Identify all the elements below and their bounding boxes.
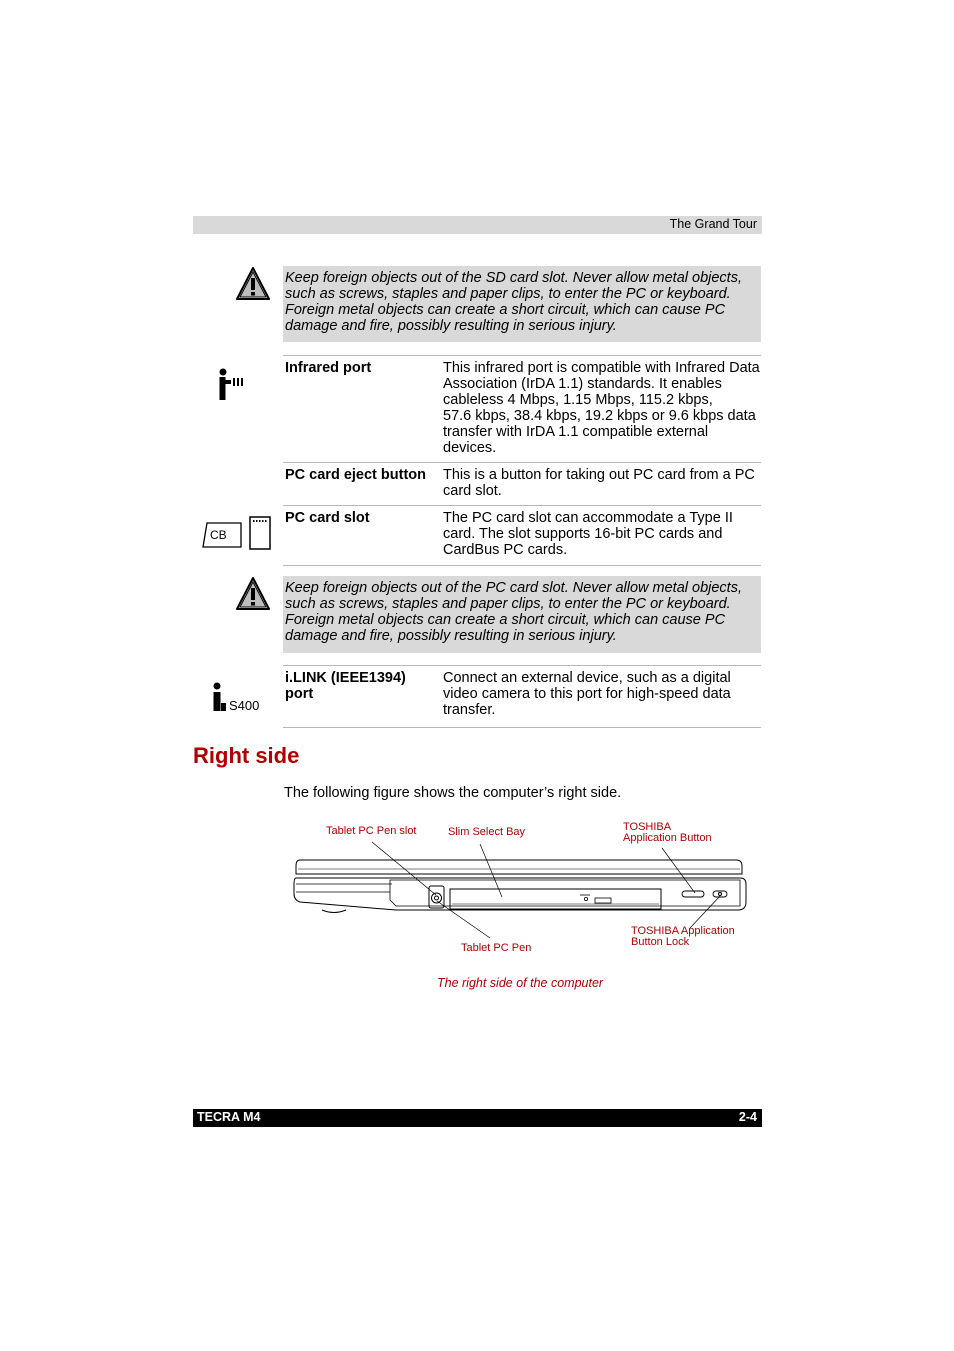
- cardbus-label: CB: [210, 528, 227, 542]
- ilink-speed-label: S400: [229, 698, 260, 713]
- callout-line: Application Button: [623, 832, 712, 844]
- callout-line: TOSHIBA: [623, 821, 672, 833]
- desc-line: transfer.: [443, 702, 496, 718]
- callout-line: Tablet PC Pen slot: [326, 825, 417, 837]
- desc-line: card. The slot supports 16-bit PC cards and: [443, 526, 723, 542]
- section-heading: Right side: [193, 743, 300, 768]
- desc-line: The PC card slot can accommodate a Type II: [443, 510, 733, 526]
- term-line: port: [285, 686, 314, 702]
- callout-line: TOSHIBA Application: [631, 925, 735, 937]
- warning-line: damage and fire, possibly resulting in serious injury.: [285, 628, 617, 644]
- warning-line: such as screws, staples and paper clips, to enter the PC or keyboard.: [285, 286, 731, 302]
- desc-line: devices.: [443, 440, 497, 456]
- desc-line: Association (IrDA 1.1) standards. It enables: [443, 376, 722, 392]
- callout-line: Slim Select Bay: [448, 826, 526, 838]
- running-header-title: The Grand Tour: [669, 217, 757, 231]
- desc-line: video camera to this port for high-speed data: [443, 686, 731, 702]
- term-line: i.LINK (IEEE1394): [285, 670, 406, 686]
- term-line: PC card slot: [285, 510, 370, 526]
- warning-line: damage and fire, possibly resulting in serious injury.: [285, 318, 617, 334]
- desc-line: This is a button for taking out PC card from a PC: [443, 467, 755, 483]
- figure-caption: The right side of the computer: [437, 976, 604, 990]
- footer-page-number: 2-4: [738, 1110, 757, 1124]
- desc-line: cableless 4 Mbps, 1.15 Mbps, 115.2 kbps,: [443, 392, 713, 408]
- warning-line: Keep foreign objects out of the SD card slot. Never allow metal objects,: [285, 270, 742, 286]
- footer-product: TECRA M4: [197, 1110, 261, 1124]
- term-line: PC card eject button: [285, 467, 426, 483]
- callout-line: Tablet PC Pen: [461, 942, 532, 954]
- running-footer: [193, 1109, 762, 1127]
- warning-line: Foreign metal objects can create a short circuit, which can cause PC: [285, 612, 726, 628]
- warning-line: Foreign metal objects can create a short circuit, which can cause PC: [285, 302, 726, 318]
- desc-line: transfer with IrDA 1.1 compatible external: [443, 424, 709, 440]
- desc-line: CardBus PC cards.: [443, 542, 568, 558]
- desc-line: Connect an external device, such as a digital: [443, 670, 731, 686]
- desc-line: card slot.: [443, 483, 502, 499]
- warning-line: such as screws, staples and paper clips, to enter the PC or keyboard.: [285, 596, 731, 612]
- callout-line: Button Lock: [631, 936, 690, 948]
- term-line: Infrared port: [285, 360, 372, 376]
- section-intro: The following figure shows the computer’s right side.: [284, 785, 622, 801]
- desc-line: 57.6 kbps, 38.4 kbps, 19.2 kbps or 9.6 kbps data: [443, 408, 756, 424]
- desc-line: This infrared port is compatible with Infrared Data: [443, 360, 760, 376]
- warning-line: Keep foreign objects out of the PC card slot. Never allow metal objects,: [285, 580, 742, 596]
